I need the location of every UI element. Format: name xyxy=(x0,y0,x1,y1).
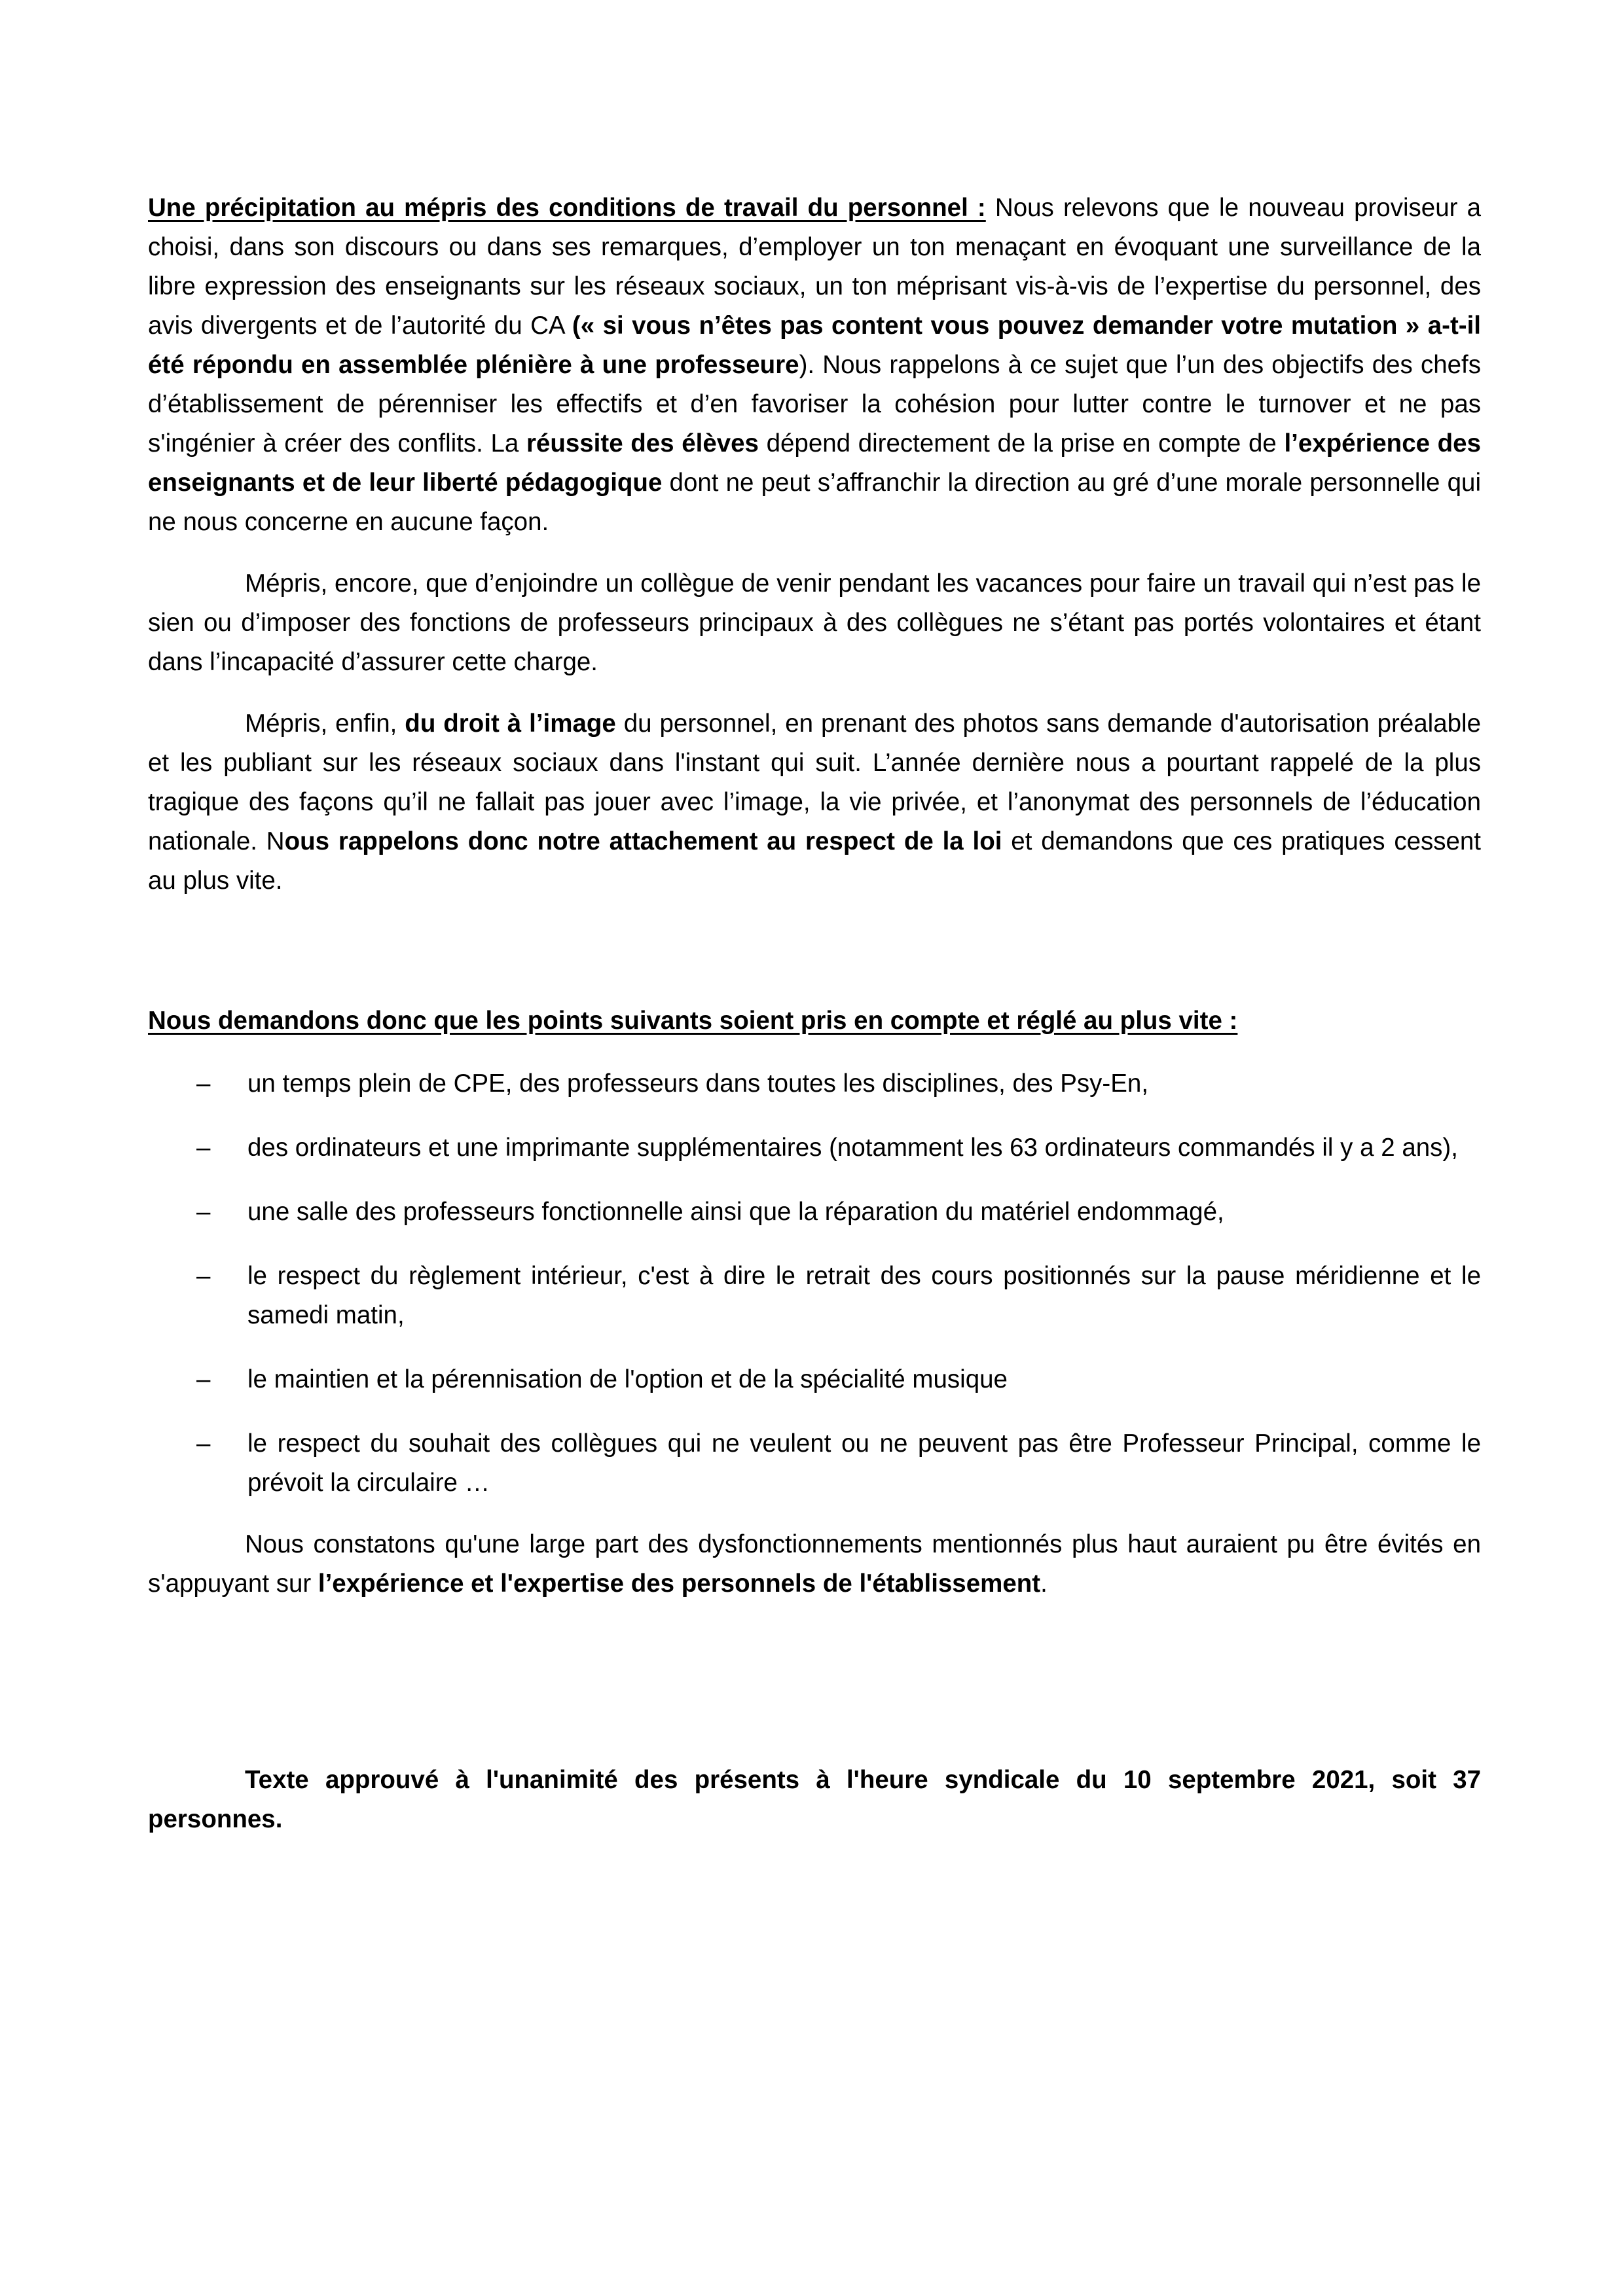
paragraph-text: dépend directement de la prise en compte de xyxy=(758,429,1285,457)
closing-statement: Texte approuvé à l'unanimité des présents à l'heure syndicale du 10 septembre 2021, soit 37 personnes. xyxy=(148,1766,1481,1833)
paragraph-text: Mépris, enfin, xyxy=(245,709,405,738)
dash-bullet: – xyxy=(196,1069,211,1098)
list-item: – le respect du souhait des collègues qui ne veulent ou ne peuvent pas être Professeur Principal, comme le prévoit la circulaire … xyxy=(148,1424,1481,1503)
bold-phrase: du droit à l’image xyxy=(405,709,616,738)
paragraph-text: et demandons que ces pratiques cessent au plus vite. xyxy=(148,827,1481,895)
list-item: – un temps plein de CPE, des professeurs dans toutes les disciplines, des Psy-En, xyxy=(148,1064,1481,1103)
paragraph-text: Nous constatons qu'une large part des dysfonctionnements mentionnés plus haut auraient pu être évités en s'appuyant sur xyxy=(148,1530,1481,1598)
demands-list xyxy=(148,1064,1481,1503)
list-item: – le maintien et la pérennisation de l'option et de la spécialité musique xyxy=(148,1360,1481,1399)
bold-phrase: ous rappelons donc notre attachement au respect de la loi xyxy=(284,827,1002,855)
dash-bullet: – xyxy=(196,1262,211,1290)
paragraph-constatons xyxy=(148,1525,1481,1604)
paragraph-mepris-enfin xyxy=(148,704,1481,901)
dash-bullet: – xyxy=(196,1134,211,1162)
paragraph-heading: Une précipitation au mépris des conditions de travail du personnel : xyxy=(148,194,986,222)
document-page xyxy=(148,188,1481,1839)
bold-phrase: réussite des élèves xyxy=(526,429,759,457)
paragraph-precipitation xyxy=(148,188,1481,542)
paragraph-mepris-encore xyxy=(148,564,1481,682)
dash-bullet: – xyxy=(196,1365,211,1393)
list-item: – le respect du règlement intérieur, c'est à dire le retrait des cours positionnés sur la pause méridienne et le samedi matin, xyxy=(148,1257,1481,1335)
paragraph-text: . xyxy=(1040,1570,1048,1598)
bold-phrase: l’expérience des enseignants et de leur liberté pédagogique xyxy=(148,429,1481,497)
paragraph-text: Mépris, encore, que d’enjoindre un collègue de venir pendant les vacances pour faire un travail qui n’est pas le sien ou d’imposer des fonctions de professeurs principaux à des collègues ne s’étant pas portés volontaires et étant dans l’incapacité d’assurer cette charge. xyxy=(148,569,1481,676)
dash-bullet: – xyxy=(196,1429,211,1458)
demands-heading: Nous demandons donc que les points suivants soient pris en compte et réglé au plus vite : xyxy=(148,1007,1238,1035)
bold-quote: (« si vous n’êtes pas content vous pouvez demander votre mutation » a-t-il été répondu en assemblée plénière à une professeure xyxy=(148,312,1481,379)
list-item: – des ordinateurs et une imprimante supplémentaires (notamment les 63 ordinateurs commandés il y a 2 ans), xyxy=(148,1128,1481,1168)
paragraph-text: dont ne peut s’affranchir la direction au gré d’une morale personnelle qui ne nous concerne en aucune façon. xyxy=(148,469,1481,536)
paragraph-text: Nous relevons que le nouveau proviseur a choisi, dans son discours ou dans ses remarques, d’employer un ton menaçant en évoquant une surveillance de la libre expression des enseignants sur les réseaux sociaux, un ton méprisant vis-à-vis de l’expertise du personnel, des avis divergents et de l’autorité du CA xyxy=(148,194,1481,340)
bold-phrase: l’expérience et l'expertise des personnels de l'établissement xyxy=(318,1570,1041,1598)
dash-bullet: – xyxy=(196,1198,211,1226)
paragraph-text: ). Nous rappelons à ce sujet que l’un des objectifs des chefs d’établissement de pérenniser les effectifs et d’en favoriser la cohésion pour lutter contre le turnover et ne pas s'ingénier à créer des conflits. La xyxy=(148,351,1481,457)
list-item: – une salle des professeurs fonctionnelle ainsi que la réparation du matériel endommagé, xyxy=(148,1193,1481,1232)
paragraph-text: du personnel, en prenant des photos sans demande d'autorisation préalable et les publiant sur les réseaux sociaux dans l'instant qui suit. L’année dernière nous a pourtant rappelé de la plus tragique des façons qu’il ne fallait pas jouer avec l’image, la vie privée, et l’anonymat des personnels de l’éducation nationale. N xyxy=(148,709,1481,855)
